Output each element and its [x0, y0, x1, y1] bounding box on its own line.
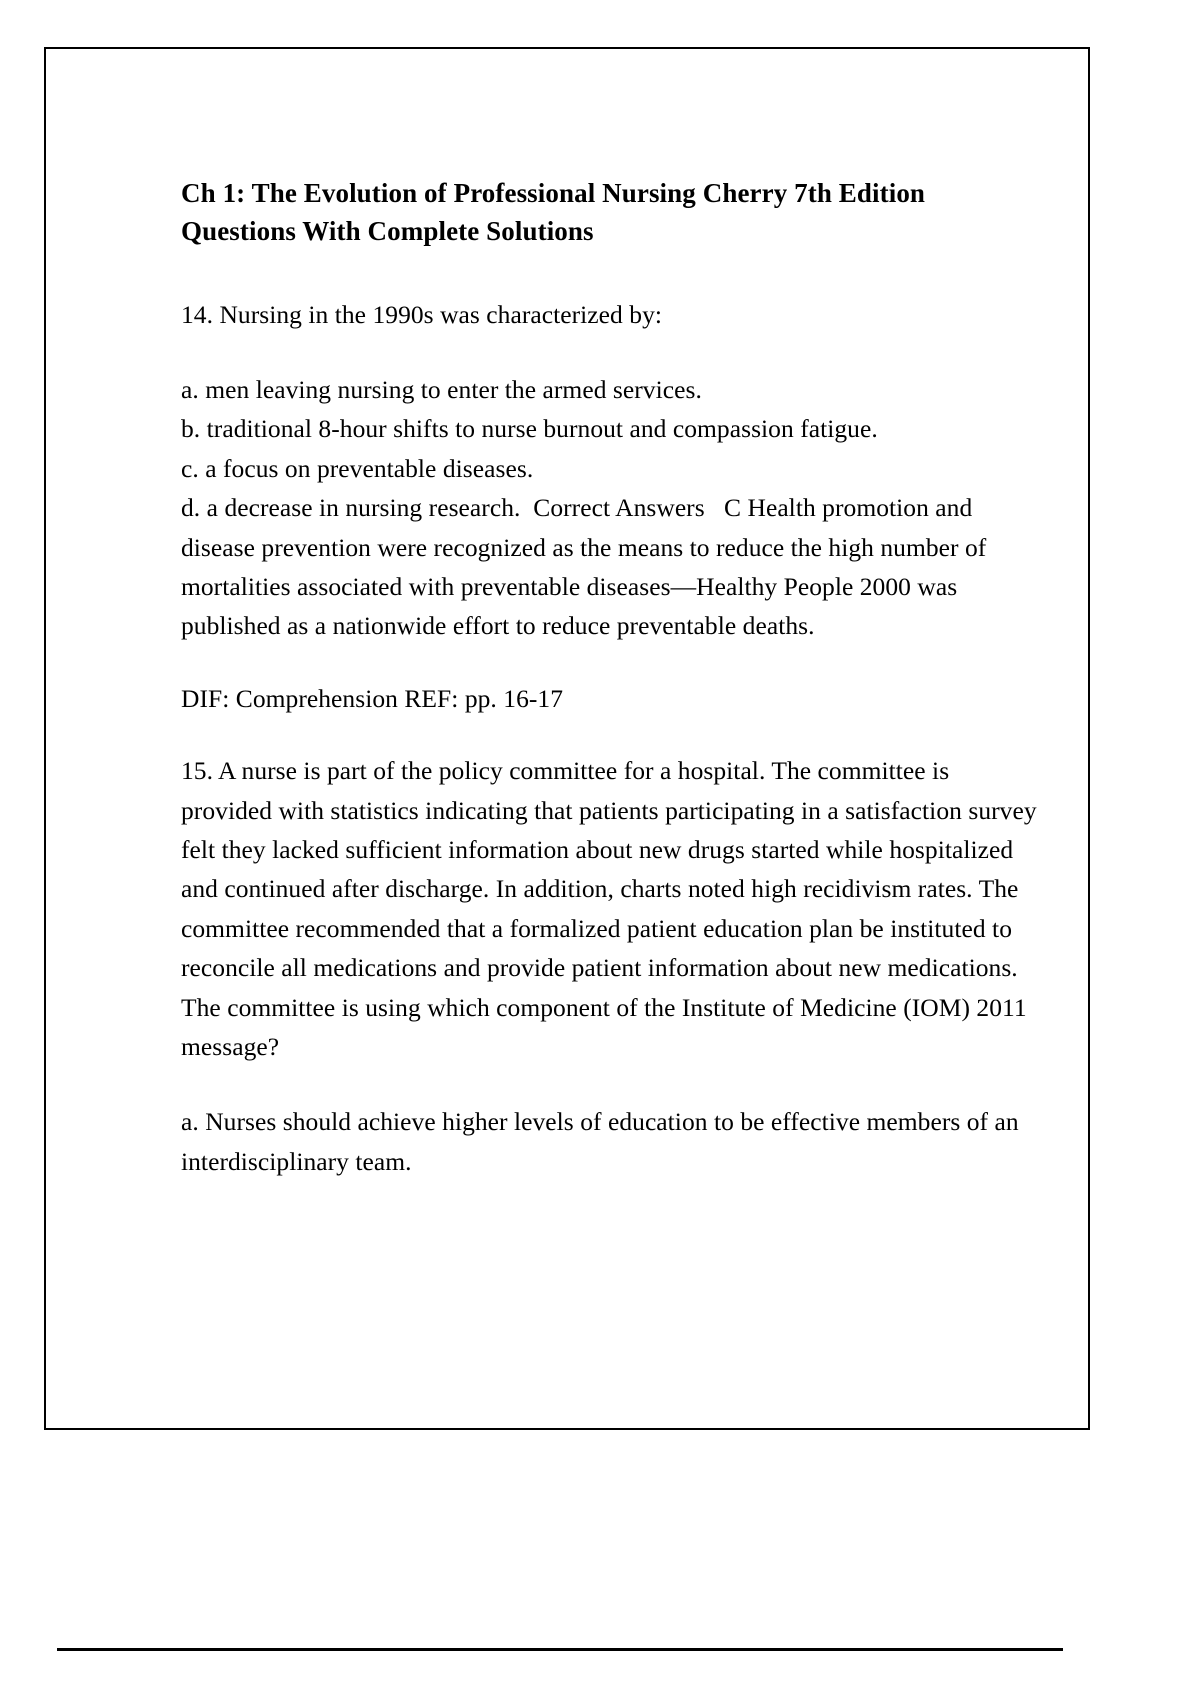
title-gap — [181, 251, 1046, 295]
question-14-answer-label: Correct Answers — [533, 493, 705, 523]
question-14-option-a: a. men leaving nursing to enter the armed services. — [181, 375, 702, 405]
question-14-options — [181, 370, 1046, 646]
question-14-option-d: d. a decrease in nursing research. — [181, 493, 521, 523]
q14-stem-gap — [181, 334, 1046, 370]
q15-stem-gap — [181, 1066, 1046, 1102]
bottom-horizontal-rule — [57, 1648, 1063, 1651]
question-14-answer-value: C — [723, 493, 742, 523]
page-title: Ch 1: The Evolution of Professional Nursing Cherry 7th Edition Questions With Complete Solutions — [181, 178, 926, 247]
question-15-stem: 15. A nurse is part of the policy committee for a hospital. The committee is provided with statistics indicating that patients participating in a satisfaction survey felt they lacked sufficient information about new drugs started while hospitalized and continued after discharge. In addition, charts noted high recidivism rates. The committee recommended that a formalized patient education plan be instituted to reconcile all medications and provide patient information about new medications. The committee is using which component of the Institute of Medicine (IOM) 2011 message? — [181, 756, 1037, 1061]
q14-reference-gap — [181, 718, 1046, 751]
question-14-rationale: Health promotion and disease prevention were recognized as the means to reduce the high number of mortalities associated with preventable diseases—Healthy People 2000 was published as a nationwide effort to reduce preventable deaths. — [181, 493, 987, 641]
question-15-options — [181, 1102, 1046, 1181]
question-14-stem: 14. Nursing in the 1990s was characterized by: — [181, 299, 662, 329]
question-14-option-b: b. traditional 8-hour shifts to nurse burnout and compassion fatigue. — [181, 414, 878, 444]
question-14-option-c: c. a focus on preventable diseases. — [181, 453, 534, 483]
question-14-reference: DIF: Comprehension REF: pp. 16-17 — [181, 683, 564, 713]
question-15-option-a: a. Nurses should achieve higher levels of education to be effective members of an interdisciplinary team. — [181, 1107, 1019, 1176]
document-content — [181, 174, 1046, 1181]
page-border-frame — [44, 47, 1090, 1430]
q14-rationale-gap — [181, 646, 1046, 679]
